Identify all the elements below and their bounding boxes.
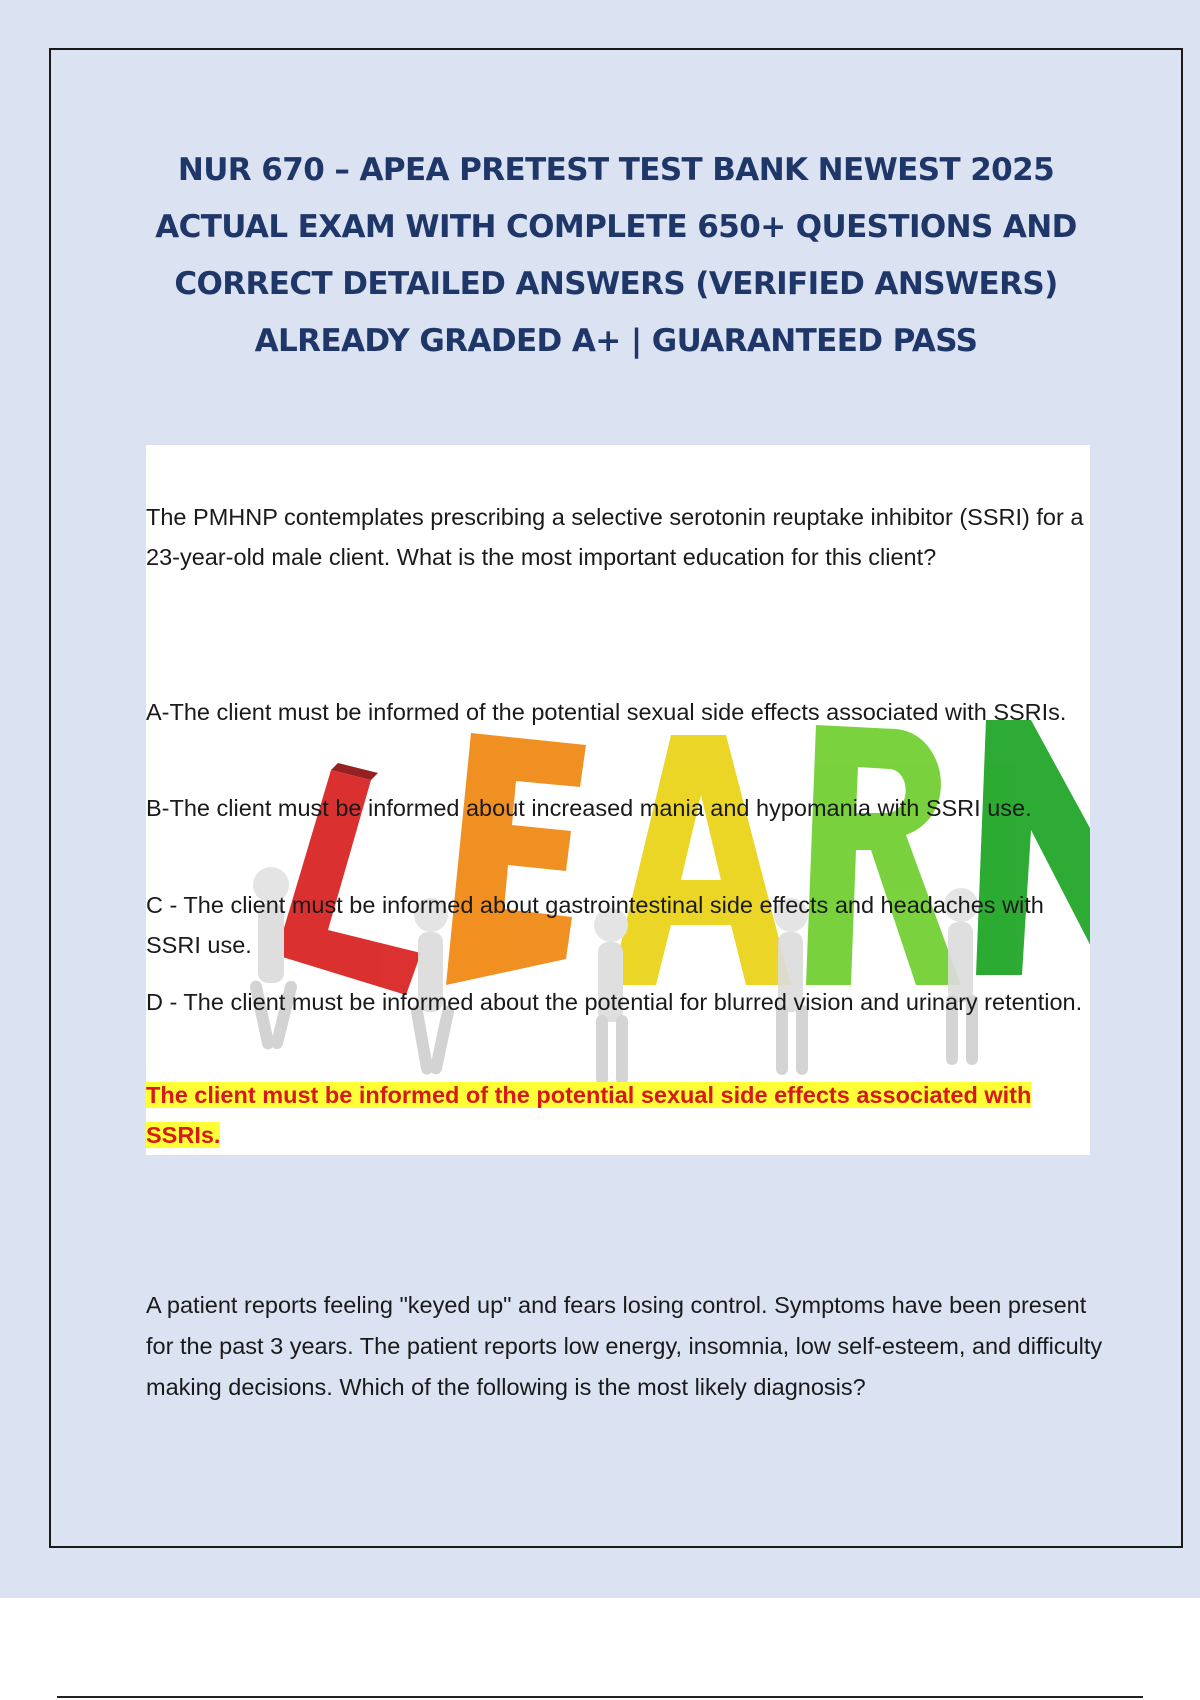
question-card (146, 445, 1090, 1155)
question-1-option-b: B-The client must be informed about increased mania and hypomania with SSRI use. (146, 795, 1032, 821)
question-1-option-c: C - The client must be informed about gastrointestinal side effects and headaches with SSRI use. (146, 892, 1044, 958)
question-1-option-d: D - The client must be informed about the potential for blurred vision and urinary retention. (146, 989, 1083, 1015)
question-1-answer (146, 1075, 1086, 1155)
question-1-option-a: A-The client must be informed of the potential sexual side effects associated with SSRIs. (146, 699, 1067, 725)
page-divider (57, 1696, 1143, 1698)
question-1-stem: The PMHNP contemplates prescribing a selective serotonin reuptake inhibitor (SSRI) for a 23-year-old male client. What is the most important education for this client? (146, 504, 1084, 570)
document-title: NUR 670 – APEA PRETEST TEST BANK NEWEST 2025 ACTUAL EXAM WITH COMPLETE 650+ QUESTIONS AND CORRECT DETAILED ANSWERS (VERIFIED ANSWERS) ALREADY GRADED A+ | GUARANTEED PASS (155, 152, 1077, 359)
question-2-stem: A patient reports feeling "keyed up" and fears losing control. Symptoms have been present for the past 3 years. The patient reports low energy, insomnia, low self-esteem, and difficulty making decisions. Which of the following is the most likely diagnosis? (146, 1292, 1103, 1400)
answer-highlight: The client must be informed of the potential sexual side effects associated with SSRIs. (146, 1082, 1032, 1148)
